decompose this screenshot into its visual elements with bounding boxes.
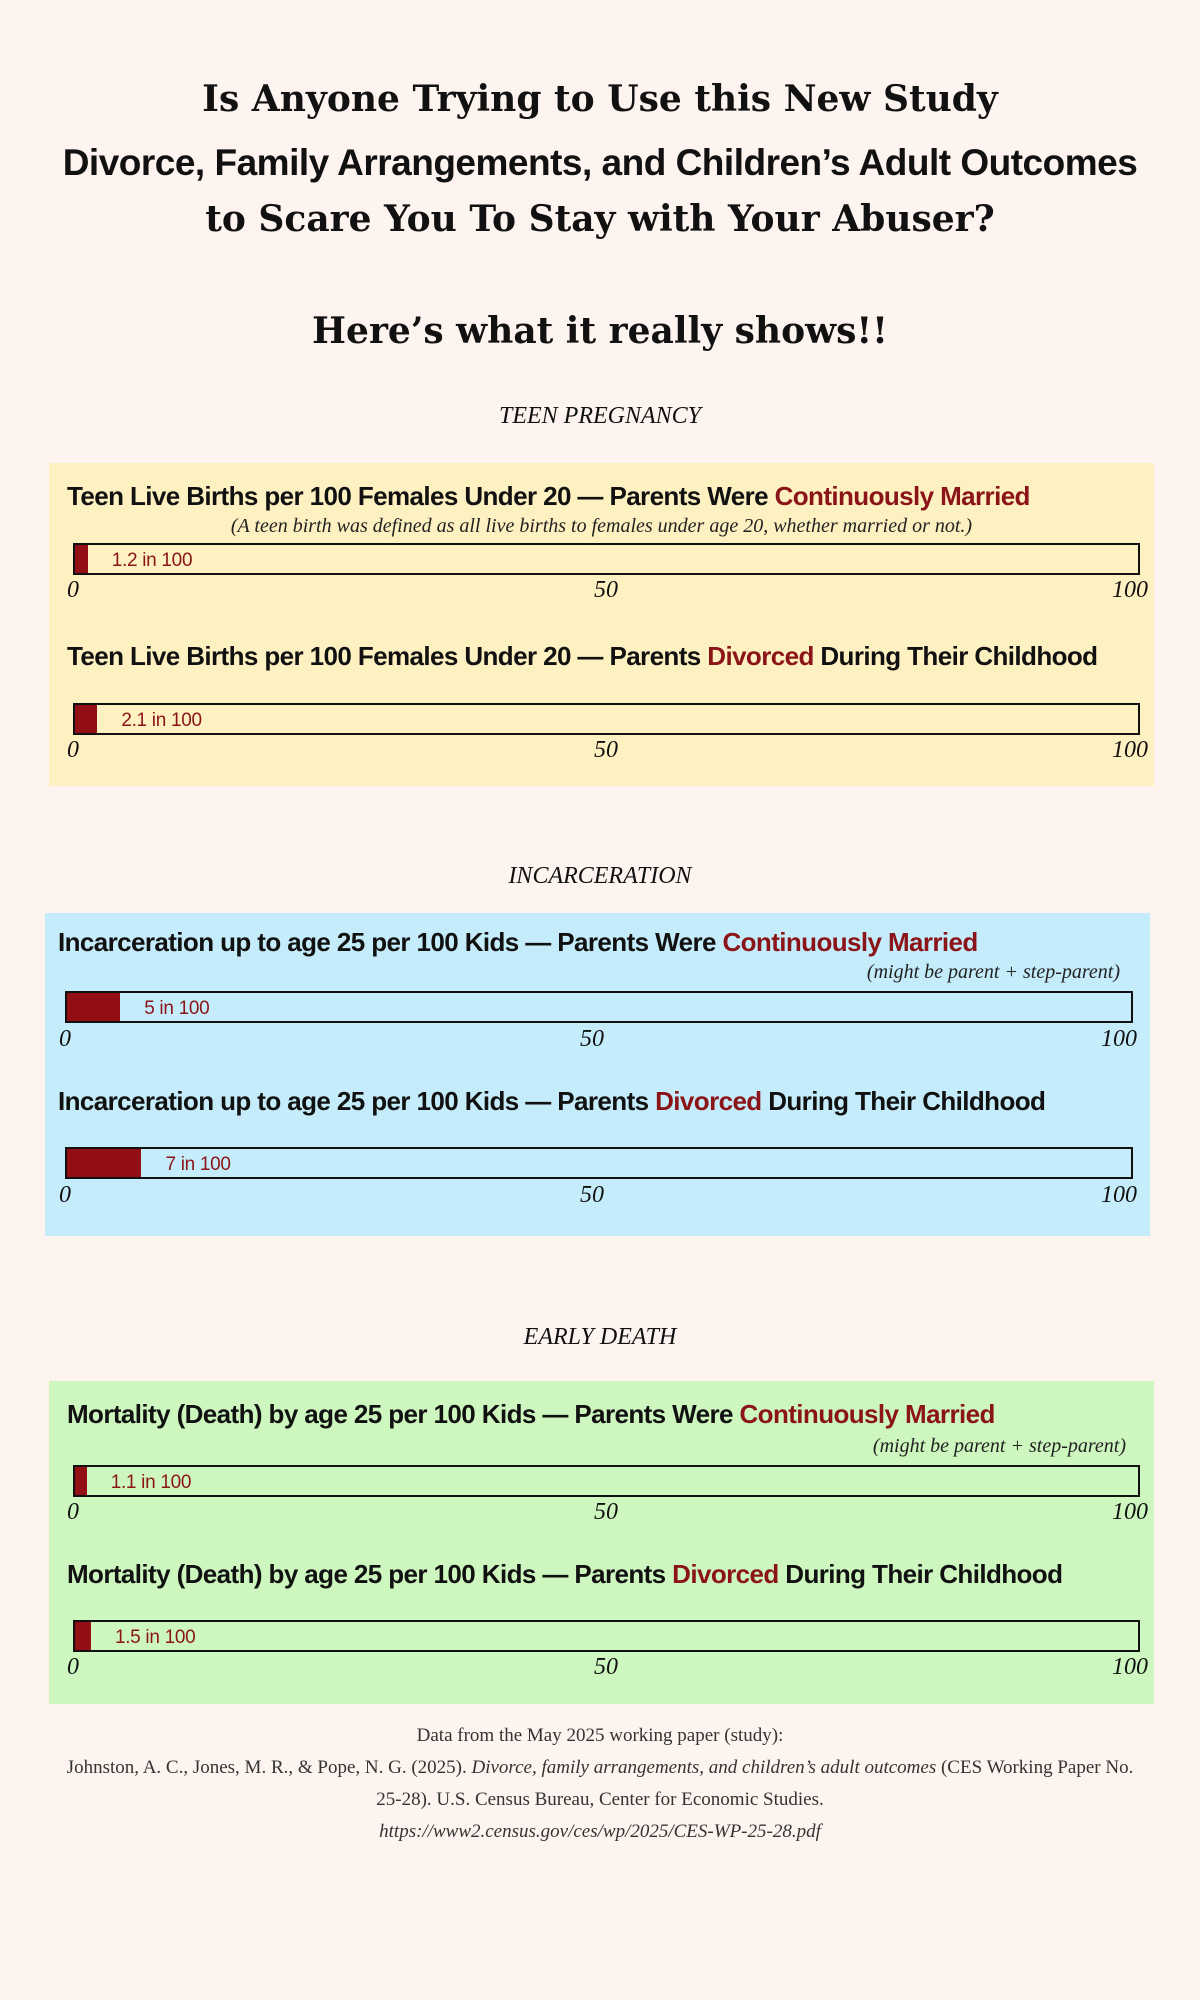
bar-fill bbox=[75, 705, 97, 733]
tick-label-100: 100 bbox=[1112, 1499, 1148, 1525]
citation-intro: Data from the May 2025 working paper (study): bbox=[416, 1725, 784, 1746]
section-label-incarceration: INCARCERATION bbox=[508, 863, 692, 889]
citation-reference: Johnston, A. C., Jones, M. R., & Pope, N. G. (2025). Divorce, family arrangements, and children’s adult outcomes (CES Working Paper No. 25-28). U.S. Census Bureau, Center for Economic Studies. bbox=[66, 1757, 1134, 1810]
chart-note: (A teen birth was defined as all live births to females under age 20, whether married or not.) bbox=[230, 515, 973, 537]
tick-label-50: 50 bbox=[594, 1499, 618, 1525]
section-label-early-death: EARLY DEATH bbox=[523, 1324, 677, 1350]
bar-track bbox=[73, 1465, 1140, 1497]
bar-value-label: 1.2 in 100 bbox=[111, 550, 193, 571]
panel-incarceration bbox=[45, 913, 1150, 1236]
tick-label-50: 50 bbox=[594, 737, 618, 763]
bar-track bbox=[73, 543, 1140, 575]
bar-fill bbox=[75, 1467, 87, 1495]
tick-label-50: 50 bbox=[594, 577, 618, 603]
highlight-text: Divorced bbox=[672, 1559, 779, 1589]
bar-fill bbox=[75, 545, 88, 573]
bar-fill bbox=[75, 1622, 91, 1650]
bar-track bbox=[65, 1147, 1133, 1179]
tick-label-50: 50 bbox=[594, 1654, 618, 1680]
highlight-text: Continuously Married bbox=[739, 1399, 995, 1429]
tick-label-100: 100 bbox=[1112, 577, 1148, 603]
chart-title: Teen Live Births per 100 Females Under 20 — Parents Divorced During Their Childhood bbox=[67, 641, 1098, 671]
chart-title: Incarceration up to age 25 per 100 Kids — Parents Were Continuously Married bbox=[58, 927, 978, 957]
panel-teen-pregnancy bbox=[49, 463, 1154, 786]
chart-title: Mortality (Death) by age 25 per 100 Kids — Parents Were Continuously Married bbox=[67, 1399, 995, 1429]
highlight-text: Divorced bbox=[707, 641, 814, 671]
chart-note: (might be parent + step-parent) bbox=[866, 961, 1120, 983]
chart-title: Teen Live Births per 100 Females Under 20 — Parents Were Continuously Married bbox=[67, 481, 1030, 511]
bar-value-label: 7 in 100 bbox=[165, 1154, 231, 1175]
chart-note: (might be parent + step-parent) bbox=[872, 1435, 1126, 1457]
tick-label-0: 0 bbox=[67, 1654, 79, 1680]
bar-track bbox=[73, 703, 1140, 735]
highlight-text: Divorced bbox=[655, 1086, 762, 1116]
citation-footer bbox=[60, 1720, 1140, 1848]
tick-label-0: 0 bbox=[59, 1182, 71, 1208]
tick-label-100: 100 bbox=[1112, 1654, 1148, 1680]
bar-value-label: 1.1 in 100 bbox=[110, 1472, 192, 1493]
bar-fill bbox=[67, 993, 120, 1021]
headline-line-1: Is Anyone Trying to Use this New Study bbox=[202, 78, 998, 120]
tick-label-0: 0 bbox=[59, 1026, 71, 1052]
chart-title: Mortality (Death) by age 25 per 100 Kids — Parents Divorced During Their Childhood bbox=[67, 1559, 1063, 1589]
tick-label-100: 100 bbox=[1101, 1026, 1137, 1052]
bar-value-label: 2.1 in 100 bbox=[121, 710, 202, 731]
highlight-text: Continuously Married bbox=[722, 927, 978, 957]
tick-label-50: 50 bbox=[580, 1026, 604, 1052]
bar-track bbox=[65, 991, 1133, 1023]
chart-title: Incarceration up to age 25 per 100 Kids — Parents Divorced During Their Childhood bbox=[58, 1086, 1046, 1116]
citation-url[interactable]: https://www2.census.gov/ces/wp/2025/CES-WP-25-28.pdf bbox=[379, 1821, 821, 1842]
tick-label-100: 100 bbox=[1112, 737, 1148, 763]
bar-fill bbox=[67, 1149, 141, 1177]
bar-track bbox=[73, 1620, 1140, 1652]
tick-label-50: 50 bbox=[580, 1182, 604, 1208]
tick-label-0: 0 bbox=[67, 577, 79, 603]
tick-label-100: 100 bbox=[1101, 1182, 1137, 1208]
headline-study-title: Divorce, Family Arrangements, and Children’s Adult Outcomes bbox=[62, 142, 1138, 183]
section-label-teen-pregnancy: TEEN PREGNANCY bbox=[498, 403, 702, 429]
tick-label-0: 0 bbox=[67, 737, 79, 763]
bar-value-label: 5 in 100 bbox=[144, 998, 210, 1019]
highlight-text: Continuously Married bbox=[774, 481, 1030, 511]
tick-label-0: 0 bbox=[67, 1499, 79, 1525]
headline-line-4: Here’s what it really shows!! bbox=[312, 310, 888, 352]
panel-early-death bbox=[49, 1381, 1154, 1704]
bar-value-label: 1.5 in 100 bbox=[114, 1627, 196, 1648]
headline-line-3: to Scare You To Stay with Your Abuser? bbox=[205, 198, 995, 240]
